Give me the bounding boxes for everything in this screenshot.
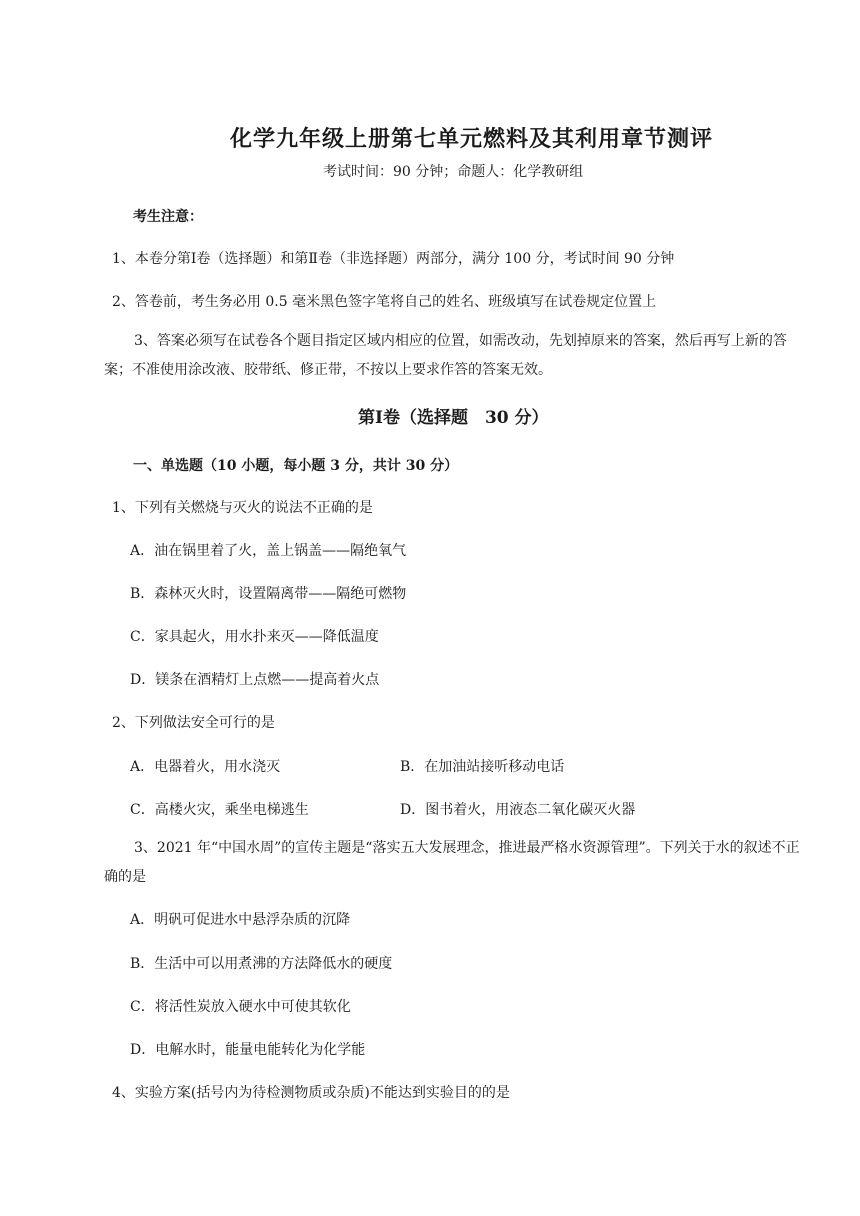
option-c: C．家具起火，用水扑来灭——降低温度 (130, 629, 379, 645)
section-heading: 一、单选题（10 小题，每小题 3 分，共计 30 分） (133, 458, 459, 474)
option-a: A．电器着火，用水浇灭 (130, 759, 281, 775)
question-stem: 4、实验方案(括号内为待检测物质或杂质)不能达到实验目的的是 (112, 1085, 510, 1101)
notice-heading: 考生注意： (133, 209, 203, 225)
notice-item-2: 2、答卷前，考生务必用 0.5 毫米黑色签字笔将自己的姓名、班级填写在试卷规定位置上 (112, 294, 657, 310)
notice-item-3: 3、答案必须写在试卷各个题目指定区域内相应的位置，如需改动，先划掉原来的答案，然后再写上新的答案；不准使用涂改液、胶带纸、修正带，不按以上要求作答的答案无效。 (104, 333, 787, 378)
notice-item-1: 1、本卷分第Ⅰ卷（选择题）和第Ⅱ卷（非选择题）两部分，满分 100 分，考试时间 90 分钟 (112, 251, 675, 267)
part-title: 第Ⅰ卷（选择题 30 分） (358, 408, 549, 428)
option-b: B．森林灭火时，设置隔离带——隔绝可燃物 (130, 586, 407, 602)
option-b: B．在加油站接听移动电话 (400, 759, 565, 775)
option-d: D．镁条在酒精灯上点燃——提高着火点 (130, 672, 380, 688)
option-a: A．油在锅里着了火，盖上锅盖——隔绝氧气 (130, 543, 407, 559)
question-stem: 2、下列做法安全可行的是 (112, 715, 275, 731)
option-d: D．电解水时，能量电能转化为化学能 (130, 1042, 366, 1058)
option-b: B．生活中可以用煮沸的方法降低水的硬度 (130, 956, 393, 972)
exam-info: 考试时间：90 分钟；命题人：化学教研组 (323, 164, 584, 180)
option-a: A．明矾可促进水中悬浮杂质的沉降 (130, 912, 351, 928)
option-c: C．高楼火灾，乘坐电梯逃生 (130, 802, 309, 818)
option-c: C．将活性炭放入硬水中可使其软化 (130, 999, 351, 1015)
question-stem: 3、2021 年“中国水周”的宣传主题是“落实五大发展理念，推进最严格水资源管理”。下列关于水的叙述不正确的是 (104, 840, 800, 885)
question-stem: 1、下列有关燃烧与灭火的说法不正确的是 (112, 500, 373, 516)
option-d: D．图书着火，用液态二氧化碳灭火器 (400, 802, 636, 818)
page-title: 化学九年级上册第七单元燃料及其利用章节测评 (230, 126, 714, 152)
